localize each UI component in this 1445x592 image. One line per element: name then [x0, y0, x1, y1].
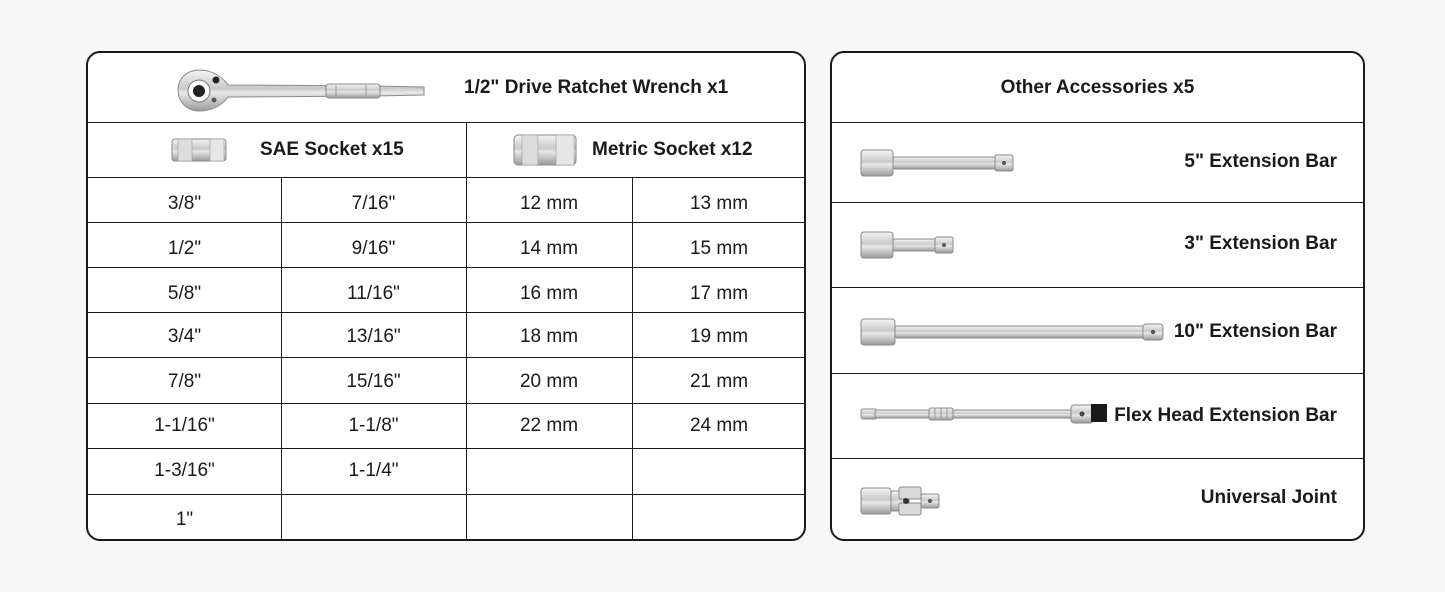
accessory-label: Flex Head Extension Bar [1114, 405, 1337, 426]
sae-title: SAE Socket x15 [260, 139, 404, 160]
wrench-title: 1/2" Drive Ratchet Wrench x1 [464, 77, 729, 98]
socket-table [86, 51, 806, 541]
universal-joint-icon [859, 485, 943, 517]
metric-size-cell [632, 448, 806, 493]
metric-size-cell: 20 mm [519, 370, 579, 392]
accessory-label: 5" Extension Bar [1184, 151, 1337, 172]
metric-size-cell: 17 mm [689, 282, 749, 304]
sae-size-cell: 11/16" [347, 282, 400, 304]
ratchet-wrench-icon [176, 67, 428, 113]
metric-size-cell [466, 497, 632, 541]
metric-size-cell: 14 mm [519, 237, 579, 259]
metric-size-cell [466, 448, 632, 493]
sae-size-cell: 1-1/16" [154, 414, 215, 436]
metric-socket-icon [512, 132, 578, 168]
accessory-label: 3" Extension Bar [1184, 233, 1337, 254]
metric-size-cell: 21 mm [689, 370, 749, 392]
sae-size-cell: 1-1/4" [348, 459, 399, 481]
sae-size-cell: 3/4" [167, 325, 202, 347]
accessories-table [830, 51, 1365, 541]
sae-size-cell: 15/16" [346, 370, 401, 392]
flex-head-bar-icon [859, 401, 1111, 427]
metric-title: Metric Socket x12 [592, 139, 753, 160]
metric-size-cell [632, 497, 806, 541]
sae-size-cell: 1" [175, 509, 194, 530]
sae-size-cell: 5/8" [167, 282, 202, 304]
metric-size-cell: 18 mm [519, 325, 579, 347]
sae-socket-icon [170, 135, 228, 165]
sae-size-cell: 7/8" [167, 370, 202, 392]
metric-size-cell: 12 mm [519, 192, 579, 214]
extension-bar-icon [859, 230, 955, 260]
metric-size-cell: 19 mm [689, 325, 749, 347]
metric-size-cell: 15 mm [689, 237, 749, 259]
extension-bar-icon [859, 148, 1015, 178]
sae-size-cell: 7/16" [351, 192, 396, 214]
sae-size-cell: 9/16" [351, 237, 396, 259]
sae-size-cell: 1-1/8" [348, 414, 399, 436]
sae-size-cell [281, 497, 466, 541]
accessory-label: 10" Extension Bar [1173, 321, 1337, 342]
metric-size-cell: 22 mm [519, 414, 579, 436]
sae-size-cell: 1/2" [167, 237, 202, 259]
sae-size-cell: 3/8" [167, 192, 202, 214]
metric-size-cell: 16 mm [519, 282, 579, 304]
sae-size-cell: 13/16" [346, 325, 401, 347]
metric-size-cell: 24 mm [689, 414, 749, 436]
sae-size-cell: 1-3/16" [154, 459, 215, 481]
accessory-label: Universal Joint [1200, 487, 1337, 508]
metric-size-cell: 13 mm [689, 192, 749, 214]
extension-bar-icon [859, 317, 1165, 347]
accessories-title: Other Accessories x5 [1000, 77, 1195, 98]
